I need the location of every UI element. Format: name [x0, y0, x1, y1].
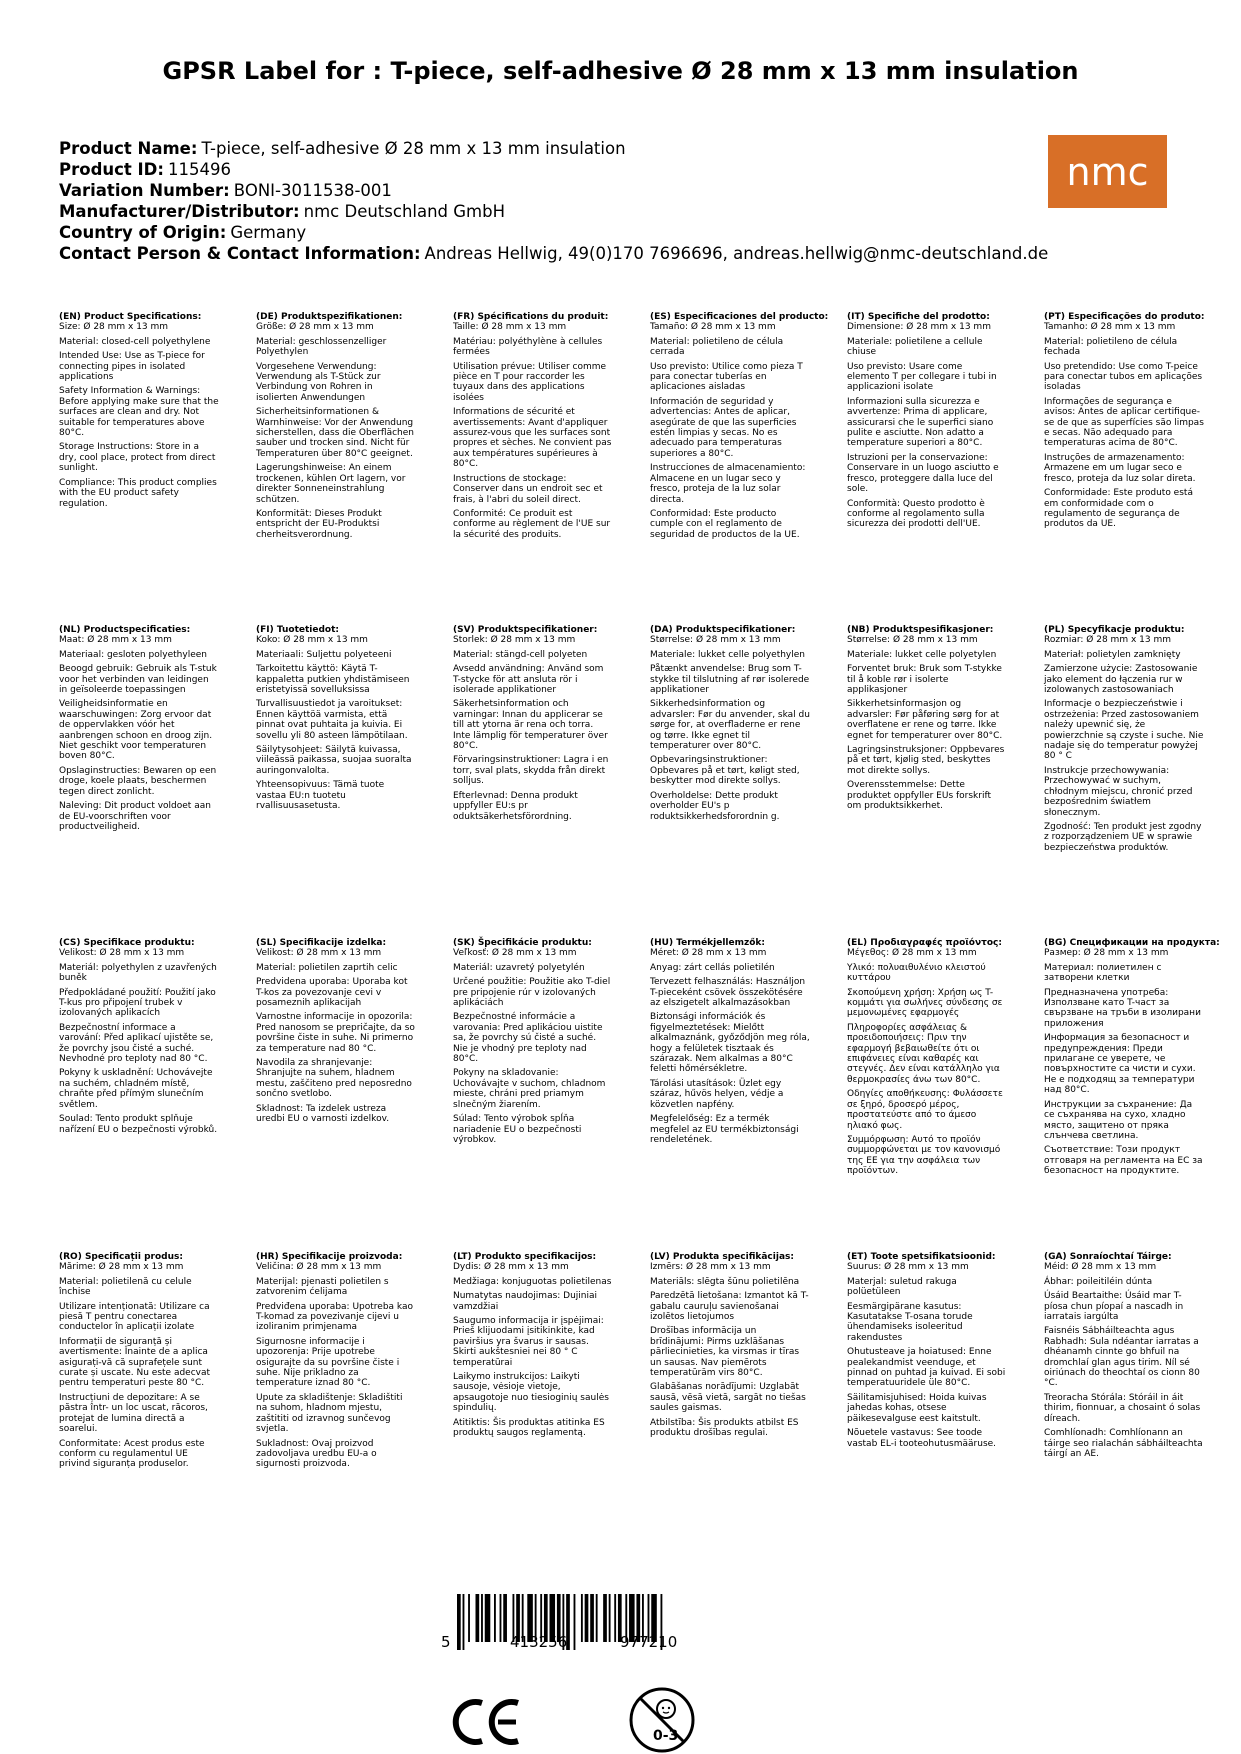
spec-line: Lagerungshinweise: An einem trockenen, kühlen Ort lagern, vor direkter Sonneneinstrahlung schützen. [256, 463, 406, 505]
spec-line: Sicherheitsinformationen & Warnhinweise: Vor der Anwendung sicherstellen, dass die Oberflächen sauber und trocken sind. Nicht für Temperaturen über 80°C geeignet. [256, 407, 414, 459]
info-value: Germany [230, 223, 307, 242]
spec-line: Méret: Ø 28 mm x 13 mm [650, 948, 767, 959]
spec-line: Conformidade: Este produto está em conformidade com o regulamento de segurança de produtos da UE. [1044, 488, 1193, 530]
spec-line: Atitiktis: Šis produktas atitinka ES produktų saugos reglamentą. [453, 1417, 605, 1439]
spec-column [453, 625, 613, 826]
barcode-bar [468, 1594, 470, 1642]
spec-line: Sikkerhedsinformation og advarsler: Før du anvender, skal du sørge for, at overfladerne er rene og tørre. Ikke egnet til temperaturer over 80°C. [650, 699, 810, 752]
spec-line: Predvidena uporaba: Uporaba kot T-kos za povezovanje cevi v posameznih aplikacijah [256, 977, 408, 1009]
spec-line: Pokyny na skladovanie: Uchovávajte v suchom, chladnom mieste, chráni pred priamym slnečným žiarením. [453, 1068, 606, 1110]
spec-column [453, 938, 613, 1149]
spec-heading: (PL) Specyfikacje produktu: [1044, 625, 1185, 635]
spec-line: Tárolási utasítások: Üzlet egy száraz, hűvös helyen, védje a közvetlen napfény. [650, 1078, 784, 1110]
spec-line: Conformidad: Este producto cumple con el reglamento de seguridad de productos de la UE. [650, 508, 800, 540]
spec-line: Material: stängd-cell polyeten [453, 649, 588, 660]
spec-line: Předpokládané použití: Použití jako T-kus pro připojení trubek v izolovaných aplikacích [59, 987, 216, 1019]
spec-line: Materiale: polietilene a cellule chiuse [847, 336, 983, 358]
spec-line: Instruções de armazenamento: Armazene em um lugar seco e fresco, proteja da luz solar direta. [1044, 452, 1196, 484]
spec-line: Conformitate: Acest produs este conform cu regulamentul UE privind siguranța produselor. [59, 1438, 205, 1470]
spec-line: Säilitamisjuhised: Hoida kuivas jahedas kohas, otsese päikesevalguse eest kaitstult. [847, 1392, 987, 1424]
spec-line: Faisnéis Sábháilteachta agus Rabhadh: Sula ndéantar iarratas a dhéanamh cinnte go bhfuil na dromchlaí glan agus tirim. Níl sé oiriúnach do theochtaí os cionn 80 °C. [1044, 1326, 1200, 1389]
barcode-right-digits: 977210 [620, 1633, 678, 1651]
spec-line: Materiaali: Suljettu polyeteeni [256, 649, 392, 660]
barcode-bar [590, 1594, 594, 1642]
spec-line: Koko: Ø 28 mm x 13 mm [256, 635, 368, 646]
spec-column [650, 938, 810, 1149]
spec-line: Konformität: Dieses Produkt entspricht der EU-Produktsi cherheitsverordnung. [256, 508, 382, 540]
spec-heading: (SK) Špecifikácie produktu: [453, 938, 592, 948]
spec-line: Påtænkt anvendelse: Brug som T-stykke til tilslutning af rør isolerede applikationer [650, 664, 810, 696]
spec-heading: (IT) Specifiche del prodotto: [847, 312, 990, 322]
spec-line: Material: closed-cell polyethylene [59, 336, 211, 347]
nmc-logo: nmc [1048, 135, 1167, 208]
spec-line: Atbilstība: Šis produkts atbilst ES produktu drošības regulai. [650, 1417, 799, 1439]
spec-line: Materiál: polyethylen z uzavřených buněk [59, 962, 217, 984]
spec-line: Skladnost: Ta izdelek ustreza uredbi EU o varnosti izdelkov. [256, 1103, 390, 1125]
spec-line: Material: polietilenă cu celule închise [59, 1276, 192, 1298]
spec-line: Materiaal: gesloten polyethyleen [59, 649, 207, 660]
spec-line: Dydis: Ø 28 mm x 13 mm [453, 1262, 569, 1273]
spec-line: Drošības informācija un brīdinājumi: Pirms uzklāšanas pārliecinieties, ka virsmas ir tīras un sausas. Nav piemērots temperatūrām virs 80°C. [650, 1326, 800, 1379]
spec-line: Sukladnost: Ovaj proizvod zadovoljava uredbu EU-a o sigurnosti proizvoda. [256, 1438, 377, 1470]
spec-line: Turvallisuustiedot ja varoitukset: Ennen käyttöä varmista, että pinnat ovat puhtaita ja kuivia. Ei sovellu yli 80 asteen lämpötilaan. [256, 699, 408, 741]
spec-line: Lagringsinstruksjoner: Oppbevares på et tørt, kjølig sted, beskyttes mot direkte sollys. [847, 745, 1005, 776]
spec-line: Opbevaringsinstruktioner: Opbevares på et tørt, køligt sted, beskytter mod direkte sollys. [650, 755, 800, 787]
spec-column [453, 1252, 613, 1443]
spec-line: Informații de siguranță și avertismente: Înainte de a aplica asigurați-vă că suprafețele sunt curate și uscate. Nu este adecvat pentru temperaturi peste 80 °C. [59, 1336, 211, 1389]
spec-line: Informações de segurança e avisos: Antes de aplicar certifique-se de que as superfícies são limpas e secas. Não adequado para temperaturas acima de 80°C. [1044, 396, 1204, 449]
spec-line: Tervezett felhasználás: Használjon T-pieceként csövek összekötésére az elszigetelt alkalmazásokban [650, 977, 806, 1009]
spec-line: Size: Ø 28 mm x 13 mm [59, 322, 169, 333]
spec-line: Safety Information & Warnings: Before applying make sure that the surfaces are clean and dry. Not suitable for temperatures above 80°C. [59, 386, 219, 439]
spec-line: Sikkerhetsinformasjon og advarsler: Før påføring sørg for at overflatene er rene og tørre. Ikke egnet for temperaturer over 80°C. [847, 699, 1003, 741]
spec-line: Soulad: Tento produkt splňuje nařízení EU o bezpečnosti výrobků. [59, 1114, 218, 1135]
spec-line: Tarkoitettu käyttö: Käytä T-kappaletta putkien yhdistämiseen eristetyissä sovelluksissa [256, 664, 410, 696]
spec-line: Taille: Ø 28 mm x 13 mm [453, 322, 567, 333]
spec-line: Veličina: Ø 28 mm x 13 mm [256, 1262, 382, 1273]
spec-column [650, 625, 810, 826]
spec-column [1044, 1252, 1204, 1463]
info-label: Product ID: [59, 160, 164, 179]
spec-column [453, 312, 613, 544]
spec-column [1044, 938, 1220, 1181]
spec-line: Información de seguridad y advertencias: Antes de aplicar, asegúrate de que las superficies estén limpias y secas. No es adecuado para temperaturas superiores a 80°C. [650, 396, 797, 459]
spec-line: Mărime: Ø 28 mm x 13 mm [59, 1262, 184, 1273]
spec-line: Uso previsto: Usare come elemento T per collegare i tubi in applicazioni isolate [847, 361, 997, 393]
barcode-bar [457, 1594, 461, 1650]
barcode-bar [581, 1594, 583, 1642]
spec-heading: (SL) Specifikacije izdelka: [256, 938, 387, 948]
barcode-bar [609, 1594, 611, 1642]
spec-heading: (EL) Προδιαγραφές προϊόντος: [847, 938, 1002, 948]
barcode-bar [503, 1594, 507, 1642]
spec-heading: (HU) Termékjellemzők: [650, 938, 766, 948]
spec-line: Numatytas naudojimas: Dujiniai vamzdžiai [453, 1291, 598, 1312]
spec-line: Material: geschlossenzelliger Polyethylen [256, 336, 387, 358]
spec-line: Säilytysohjeet: Säilytä kuivassa, viileässä paikassa, suojaa suoralta auringonvalolta. [256, 745, 412, 776]
spec-line: Предназначена употреба: Използване като T-част за свързване на тръби в изолирани приложения [1044, 987, 1201, 1029]
age-label: 0-3 [653, 1728, 679, 1744]
spec-line: Größe: Ø 28 mm x 13 mm [256, 322, 374, 333]
age-warning-icon [627, 1685, 697, 1754]
variation-number-row [59, 180, 1059, 201]
barcode-bar [463, 1594, 465, 1650]
spec-heading: (LT) Produkto specifikacijos: [453, 1252, 597, 1262]
spec-heading: (RO) Specificații produs: [59, 1252, 183, 1262]
spec-line: Opslaginstructies: Bewaren op een droge, koele plaats, beschermen tegen direct zonlicht. [59, 765, 217, 797]
ce-mark-icon [452, 1697, 522, 1747]
spec-line: Informazioni sulla sicurezza e avvertenze: Prima di applicare, assicurarsi che le superfici siano pulite e asciutte. Non adatto a temperature superiori a 80°C. [847, 396, 994, 449]
spec-line: Conformità: Questo prodotto è conforme al regolamento sulla sicurezza dei prodotti dell'UE. [847, 498, 985, 530]
spec-line: Avsedd användning: Använd som T-stycke för att ansluta rör i isolerade applikationer [453, 664, 604, 696]
spec-column [256, 625, 416, 816]
spec-line: Säkerhetsinformation och varningar: Innan du applicerar se till att ytorna är rena och torra. Inte lämplig för temperaturer över 80°C. [453, 699, 608, 752]
spec-line: Paredzētā lietošana: Izmantot kā T-gabalu cauruļu savienošanai izolētos lietojumos [650, 1291, 809, 1323]
spec-column [847, 625, 1007, 816]
spec-line: Izmērs: Ø 28 mm x 13 mm [650, 1262, 771, 1273]
spec-column [650, 312, 829, 544]
spec-line: Material: polietileno de célula cerrada [650, 336, 784, 358]
spec-line: Pokyny k uskladnění: Uchovávejte na suchém, chladném místě, chraňte před přímým slunečním světlem. [59, 1068, 213, 1110]
contact-row [59, 243, 1059, 264]
spec-heading: (LV) Produkta specifikācijas: [650, 1252, 794, 1262]
spec-line: Predviđena uporaba: Upotreba kao T-komad za povezivanje cijevi u izoliranim primjenama [256, 1301, 413, 1333]
spec-line: Nõuetele vastavus: See toode vastab EL-i tooteohutusmääruse. [847, 1428, 997, 1449]
spec-line: Ohutusteave ja hoiatused: Enne pealekandmist veenduge, et pinnad on puhtad ja kuivad. Ei sobi temperatuuridele üle 80°C. [847, 1347, 1006, 1389]
page-title: GPSR Label for : T-piece, self-adhesive Ø 28 mm x 13 mm insulation [162, 57, 1079, 85]
spec-column [256, 312, 416, 544]
barcode-bar [481, 1594, 483, 1642]
spec-line: Comhlíonadh: Comhlíonann an táirge seo rialachán sábháilteachta táirgí an AE. [1044, 1428, 1203, 1459]
spec-line: Saugumo informacija ir įspėjimai: Prieš klijuodami įsitikinkite, kad paviršius yra švarus ir sausas. Skirti aukštesniei nei 80 ° C temperatūrai [453, 1316, 604, 1368]
spec-line: Megfelelőség: Ez a termék megfelel az EU termékbiztonsági rendeletének. [650, 1114, 799, 1145]
spec-line: Veľkosť: Ø 28 mm x 13 mm [453, 948, 577, 959]
spec-line: Méid: Ø 28 mm x 13 mm [1044, 1262, 1157, 1273]
spec-column [59, 1252, 219, 1474]
spec-line: Υλικό: πολυαιθυλένιο κλειστού κυττάρου [847, 962, 986, 984]
spec-line: Material: polietilen zaprtih celic [256, 962, 398, 973]
spec-heading: (DA) Produktspecifikationer: [650, 625, 796, 635]
spec-line: Intended Use: Use as T-piece for connecting pipes in isolated applications [59, 351, 205, 383]
spec-line: Sigurnosne informacije i upozorenja: Prije upotrebe osigurajte da su površine čiste i suhe. Nije prikladno za temperature iznad 80 °C. [256, 1336, 400, 1389]
spec-line: Instrukcje przechowywania: Przechowywać w suchym, chłodnym miejscu, chronić przed bezpośrednim światłem słonecznym. [1044, 765, 1193, 818]
spec-line: Bezpečnostné informácie a varovania: Pred aplikáciou uistite sa, že povrchy sú čisté a suché. Nie je vhodný pre teploty nad 80°C. [453, 1012, 603, 1065]
spec-line: Eesmärgipärane kasutus: Kasutatakse T-osana torude ühendamiseks isoleeritud rakendustes [847, 1301, 973, 1343]
spec-line: Utilizare intenționată: Utilizare ca piesă T pentru conectarea conductelor în aplicații izolate [59, 1301, 210, 1333]
spec-line: Velikost: Ø 28 mm x 13 mm [59, 948, 185, 959]
spec-line: Μέγεθος: Ø 28 mm x 13 mm [847, 948, 977, 959]
spec-line: Utilisation prévue: Utiliser comme pièce en T pour raccorder les tuyaux dans des applications isolées [453, 361, 607, 403]
spec-line: Úsáid Beartaithe: Úsáid mar T-píosa chun píopaí a nascadh in iarratais iargúlta [1044, 1291, 1184, 1323]
barcode-bar [494, 1594, 496, 1642]
barcode-left-digits: 413256 [510, 1633, 568, 1651]
spec-heading: (GA) Sonraíochtaí Táirge: [1044, 1252, 1172, 1262]
spec-line: Størrelse: Ø 28 mm x 13 mm [847, 635, 978, 646]
spec-heading: (FR) Spécifications du produit: [453, 312, 609, 322]
spec-line: Bezpečnostní informace a varování: Před aplikací ujistěte se, že povrchy jsou čisté a suché. Nevhodné pro teploty nad 80 °C. [59, 1022, 214, 1065]
spec-column [1044, 625, 1204, 857]
spec-line: Размер: Ø 28 mm x 13 mm [1044, 948, 1169, 959]
spec-line: Istruzioni per la conservazione: Conservare in un luogo asciutto e fresco, proteggere dalla luce del sole. [847, 452, 999, 495]
spec-column [256, 1252, 416, 1474]
spec-line: Förvaringsinstruktioner: Lagra i en torr, sval plats, skydda från direkt solljus. [453, 755, 609, 787]
spec-line: Zgodność: Ten produkt jest zgodny z rozporządzeniem UE w sprawie bezpieczeństwa produktów. [1044, 821, 1202, 853]
spec-line: Materijal: pjenasti polietilen s zatvorenim ćelijama [256, 1276, 389, 1298]
info-label: Contact Person & Contact Information: [59, 244, 421, 263]
info-label: Country of Origin: [59, 223, 227, 242]
spec-line: Uso previsto: Utilice como pieza T para conectar tuberías en aplicaciones aisladas [650, 361, 803, 393]
spec-line: Compliance: This product complies with the EU product safety regulation. [59, 477, 217, 509]
spec-line: Rozmiar: Ø 28 mm x 13 mm [1044, 635, 1171, 646]
spec-line: Storage Instructions: Store in a dry, cool place, protect from direct sunlight. [59, 442, 216, 474]
spec-line: Materiał: polietylen zamknięty [1044, 649, 1181, 660]
spec-column [847, 1252, 1007, 1453]
spec-line: Overensstemmelse: Dette produktet oppfyller EUs forskrift om produktsikkerhet. [847, 780, 992, 812]
spec-line: Съответствие: Този продукт отговаря на регламента на ЕС за безопасност на продуктите. [1044, 1145, 1203, 1177]
spec-line: Størrelse: Ø 28 mm x 13 mm [650, 635, 781, 646]
info-label: Variation Number: [59, 181, 230, 200]
spec-heading: (FI) Tuotetiedot: [256, 625, 340, 635]
barcode-bar [574, 1594, 576, 1650]
spec-column [650, 1252, 810, 1443]
spec-line: Zamierzone użycie: Zastosowanie jako element do łączenia rur w izolowanych zastosowaniach [1044, 664, 1198, 696]
spec-line: Dimensione: Ø 28 mm x 13 mm [847, 322, 991, 333]
spec-column [59, 938, 219, 1139]
spec-heading: (DE) Produktspezifikationen: [256, 312, 403, 322]
spec-line: Vorgesehene Verwendung: Verwendung als T-Stück zur Verbindung von Rohren in isolierten Anwendungen [256, 361, 381, 403]
info-value: 115496 [167, 160, 231, 179]
barcode-bar [476, 1594, 480, 1642]
spec-line: Conformité: Ce produit est conforme au règlement de l'UE sur la sécurité des produits. [453, 508, 611, 540]
spec-line: Forventet bruk: Bruk som T-stykke til å koble rør i isolerte applikasjoner [847, 664, 1002, 696]
info-value: BONI-3011538-001 [233, 181, 392, 200]
spec-column [1044, 312, 1204, 534]
spec-line: Σκοπούμενη χρήση: Χρήση ως T-κομμάτι για σωλήνες σύνδεσης σε μεμονωμένες εφαρμογές [847, 987, 1003, 1019]
spec-column [847, 938, 1007, 1181]
barcode-bar [585, 1594, 589, 1642]
spec-line: Instrucciones de almacenamiento: Almacene en un lugar seco y fresco, proteja de la luz solar directa. [650, 463, 806, 505]
spec-line: Storlek: Ø 28 mm x 13 mm [453, 635, 576, 646]
spec-line: Συμμόρφωση: Αυτό το προϊόν συμμορφώνεται με τον κανονισμό της ΕΕ για την ασφάλεια των προϊόντων. [847, 1134, 1001, 1177]
spec-heading: (ES) Especificaciones del producto: [650, 312, 829, 322]
spec-heading: (NB) Produktspesifikasjoner: [847, 625, 994, 635]
spec-line: Tamanho: Ø 28 mm x 13 mm [1044, 322, 1176, 333]
barcode-first-digit: 5 [441, 1633, 451, 1651]
spec-line: Naleving: Dit product voldoet aan de EU-voorschriften voor productveiligheid. [59, 801, 211, 832]
spec-line: Súlad: Tento výrobok spĺňa nariadenie EU o bezpečnosti výrobkov. [453, 1114, 582, 1145]
spec-line: Materjal: suletud rakuga polüetüleen [847, 1276, 957, 1298]
spec-line: Material: polietileno de célula fechada [1044, 336, 1178, 358]
spec-line: Ábhar: poileitiléin dúnta [1044, 1276, 1153, 1287]
spec-heading: (EN) Product Specifications: [59, 312, 202, 322]
spec-line: Materiāls: slēgta šūnu polietilēna [650, 1276, 800, 1287]
spec-column [256, 938, 416, 1129]
info-value: T-piece, self-adhesive Ø 28 mm x 13 mm insulation [201, 139, 626, 158]
barcode-bar [485, 1594, 491, 1642]
spec-line: Určené použitie: Použitie ako T-diel pre pripojenie rúr v izolovaných aplikáciách [453, 977, 611, 1009]
spec-line: Информация за безопасност и предупреждения: Преди прилагане се уверете, че повърхностите са чисти и сухи. Не е подходящ за температури над 80°C. [1044, 1033, 1196, 1096]
spec-line: Upute za skladištenje: Skladištiti na suhom, hladnom mjestu, zaštititi od izravnog sunčevog svjetla. [256, 1392, 403, 1435]
spec-line: Velikost: Ø 28 mm x 13 mm [256, 948, 382, 959]
spec-line: Laikymo instrukcijos: Laikyti sausoje, vėsioje vietoje, apsaugotoje nuo tiesioginių saulės spindulių. [453, 1372, 609, 1414]
spec-line: Treoracha Stórála: Stóráil in áit thirim, fionnuar, a chosaint ó solas díreach. [1044, 1392, 1201, 1424]
country-row [59, 222, 1059, 243]
info-value: Andreas Hellwig, 49(0)170 7696696, andreas.hellwig@nmc-deutschland.de [424, 244, 1049, 263]
spec-line: Материал: полиетилен с затворени клетки [1044, 962, 1162, 984]
barcode-bar [614, 1594, 616, 1642]
spec-heading: (BG) Спецификации на продукта: [1044, 938, 1220, 948]
spec-line: Uso pretendido: Use como T-peice para conectar tubos em aplicações isoladas [1044, 361, 1203, 393]
product-id-row [59, 159, 1059, 180]
spec-line: Informations de sécurité et avertissements: Avant d'appliquer assurez-vous que les surfaces sont propres et sèches. Ne convient pas aux températures supérieures à 80°C. [453, 407, 612, 470]
spec-line: Οδηγίες αποθήκευσης: Φυλάσσετε σε ξηρό, δροσερό μέρος, προστατεύστε από το άμεσο ηλιακό φως. [847, 1089, 1003, 1131]
product-info [59, 138, 1059, 264]
spec-line: Veiligheidsinformatie en waarschuwingen: Zorg ervoor dat de oppervlakken vóór het aanbrengen schoon en droog zijn. Niet geschikt voor temperaturen boven 80°C. [59, 699, 213, 762]
spec-line: Efterlevnad: Denna produkt uppfyller EU:s pr oduktsäkerhetsförordning. [453, 790, 578, 822]
spec-heading: (SV) Produktspecifikationer: [453, 625, 598, 635]
info-label: Manufacturer/Distributor: [59, 202, 300, 221]
spec-column [59, 625, 219, 836]
spec-line: Инструкции за съхранение: Да се съхранява на сухо, хладно място, защитено от пряка слънчева светлина. [1044, 1099, 1193, 1141]
spec-line: Varnostne informacije in opozorila: Pred nanosom se prepričajte, da so površine čiste in suhe. Ni primerno za temperature nad 80 °C. [256, 1012, 415, 1054]
spec-line: Overholdelse: Dette produkt overholder EU's p roduktsikkerhedsforordnin g. [650, 790, 780, 822]
spec-heading: (PT) Especificações do produto: [1044, 312, 1205, 322]
spec-line: Glabāšanas norādījumi: Uzglabāt sausā, vēsā vietā, sargāt no tiešas saules gaismas. [650, 1382, 806, 1414]
spec-heading: (ET) Toote spetsifikatsioonid: [847, 1252, 996, 1262]
spec-line: Materiale: lukket celle polyethylen [650, 649, 805, 660]
spec-line: Suurus: Ø 28 mm x 13 mm [847, 1262, 969, 1273]
spec-heading: (CS) Specifikace produktu: [59, 938, 195, 948]
spec-line: Informacje o bezpieczeństwie i ostrzeżenia: Przed zastosowaniem należy upewnić się, że powierzchnie są czyste i suche. Nie nadaje się do temperatur powyżej 80 ° C [1044, 699, 1204, 762]
spec-line: Materiale: lukket celle polyetylen [847, 649, 997, 660]
spec-line: Navodila za shranjevanje: Shranjujte na suhem, hladnem mestu, zaščiteno pred neposredno sončno svetlobo. [256, 1058, 412, 1100]
spec-line: Materiál: uzavretý polyetylén [453, 962, 585, 973]
spec-line: Tamaño: Ø 28 mm x 13 mm [650, 322, 776, 333]
spec-line: Maat: Ø 28 mm x 13 mm [59, 635, 172, 646]
spec-line: Πληροφορίες ασφάλειας & προειδοποιήσεις: Πριν την εφαρμογή βεβαιωθείτε ότι οι επιφάνειες είναι καθαρές και στεγνές. Δεν είναι κατάλληλο για θερμοκρασίες άνω των 80°C. [847, 1022, 1000, 1085]
spec-heading: (NL) Productspecificaties: [59, 625, 191, 635]
spec-heading: (HR) Specifikacije proizvoda: [256, 1252, 403, 1262]
barcode-bar [603, 1594, 607, 1642]
spec-column [847, 312, 1007, 534]
product-name-row [59, 138, 1059, 159]
info-label: Product Name: [59, 139, 198, 158]
spec-line: Instrucțiuni de depozitare: A se păstra într- un loc uscat, răcoros, protejat de lumina directă a soarelui. [59, 1392, 208, 1435]
spec-line: Anyag: zárt cellás polietilén [650, 962, 775, 973]
spec-line: Yhteensopivuus: Tämä tuote vastaa EU:n tuotetu rvallisuusasetusta. [256, 780, 385, 812]
spec-column [59, 312, 219, 513]
barcode-bar [596, 1594, 598, 1642]
manufacturer-row [59, 201, 1059, 222]
barcode-bar [500, 1594, 502, 1642]
spec-line: Instructions de stockage: Conserver dans un endroit sec et frais, à l'abri du soleil direct. [453, 473, 603, 505]
spec-line: Beoogd gebruik: Gebruik als T-stuk voor het verbinden van leidingen in geïsoleerde toepassingen [59, 664, 217, 696]
info-value: nmc Deutschland GmbH [303, 202, 506, 221]
spec-line: Matériau: polyéthylène à cellules fermées [453, 336, 603, 358]
spec-line: Biztonsági információk és figyelmeztetések: Mielőtt alkalmaznánk, győződjön meg róla, hogy a felületek tisztaak és szárazak. Nem alkalmas a 80°C feletti hőmérsékletre. [650, 1012, 810, 1075]
spec-line: Medžiaga: konjuguotas polietilenas [453, 1276, 612, 1287]
